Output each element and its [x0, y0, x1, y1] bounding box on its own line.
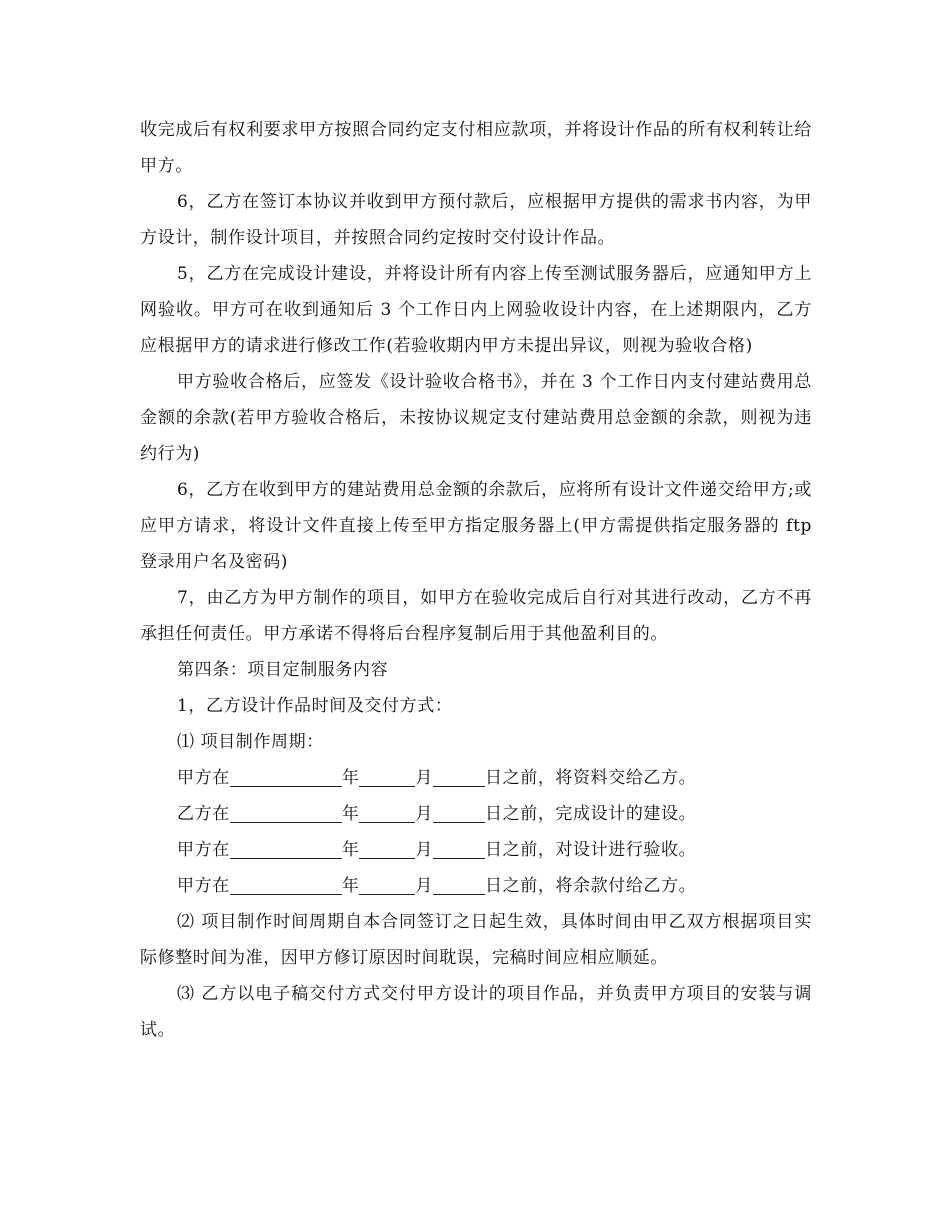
paragraph-clause-7-liability: 7，由乙方为甲方制作的项目，如甲方在验收完成后自行对其进行改动，乙方不再承担任何责任。甲方承诺不得将后台程序复制后用于其他盈利目的。 — [140, 588, 812, 644]
section-heading-article-4: 第四条：项目定制服务内容 — [177, 660, 389, 680]
day-blank — [433, 800, 485, 823]
date-line-suffix: 日之前，对设计进行验收。 — [485, 840, 697, 860]
paragraph-acceptance-payment: 甲方验收合格后，应签发《设计验收合格书》，并在 3 个工作日内支付建站费用总金额的余款(若甲方验收合格后，未按协议规定支付建站费用总金额的余款，则视为违约行为) — [140, 372, 812, 464]
paragraph-subitem-3: ⑶ 乙方以电子稿交付方式交付甲方设计的项目作品，并负责甲方项目的安装与调试。 — [140, 984, 812, 1040]
month-blank — [359, 836, 415, 859]
date-line-2 — [140, 796, 812, 832]
date-line-suffix: 日之前，将余款付给乙方。 — [485, 876, 697, 896]
date-line-year: 年 — [341, 840, 360, 860]
month-blank — [359, 872, 415, 895]
date-line-month: 月 — [415, 768, 434, 788]
paragraph-clause-5-acceptance: 5，乙方在完成设计建设，并将设计所有内容上传至测试服务器后，应通知甲方上网验收。甲方可在收到通知后 3 个工作日内上网验收设计内容，在上述期限内，乙方应根据甲方的请求进行修改工作(若验收期内甲方未提出异议，则视为验收合格) — [140, 264, 812, 356]
paragraph-subitem-2: ⑵ 项目制作时间周期自本合同签订之日起生效，具体时间由甲乙双方根据项目实际修整时间为准，因甲方修订原因时间耽误，完稿时间应相应顺延。 — [140, 912, 812, 968]
date-line-party: 甲方在 — [177, 840, 230, 860]
year-blank — [230, 764, 342, 787]
date-line-4 — [140, 868, 812, 904]
year-blank — [230, 872, 342, 895]
day-blank — [433, 872, 485, 895]
date-line-party: 甲方在 — [177, 768, 230, 788]
document-body — [140, 112, 812, 1048]
year-blank — [230, 800, 342, 823]
date-line-year: 年 — [341, 876, 360, 896]
date-line-month: 月 — [415, 840, 434, 860]
date-line-suffix: 日之前，将资料交给乙方。 — [485, 768, 697, 788]
date-line-3 — [140, 832, 812, 868]
paragraph-item-1: 1，乙方设计作品时间及交付方式： — [177, 696, 453, 716]
paragraph-subitem-1: ⑴ 项目制作周期： — [177, 732, 324, 752]
date-line-year: 年 — [341, 804, 360, 824]
year-blank — [230, 836, 342, 859]
month-blank — [359, 800, 415, 823]
date-line-month: 月 — [415, 876, 434, 896]
date-line-suffix: 日之前，完成设计的建设。 — [485, 804, 697, 824]
date-line-party: 甲方在 — [177, 876, 230, 896]
date-line-1 — [140, 760, 812, 796]
paragraph-continuation: 收完成后有权利要求甲方按照合同约定支付相应款项，并将设计作品的所有权利转让给甲方。 — [140, 120, 812, 176]
date-line-month: 月 — [415, 804, 434, 824]
paragraph-clause-6-delivery: 6，乙方在收到甲方的建站费用总金额的余款后，应将所有设计文件递交给甲方;或应甲方请求，将设计文件直接上传至甲方指定服务器上(甲方需提供指定服务器的 ftp 登录用户名及密码) — [140, 480, 812, 572]
date-line-party: 乙方在 — [177, 804, 230, 824]
month-blank — [359, 764, 415, 787]
paragraph-clause-6-design: 6，乙方在签订本协议并收到甲方预付款后，应根据甲方提供的需求书内容，为甲方设计，制作设计项目，并按照合同约定按时交付设计作品。 — [140, 192, 812, 248]
day-blank — [433, 836, 485, 859]
day-blank — [433, 764, 485, 787]
date-line-year: 年 — [341, 768, 360, 788]
